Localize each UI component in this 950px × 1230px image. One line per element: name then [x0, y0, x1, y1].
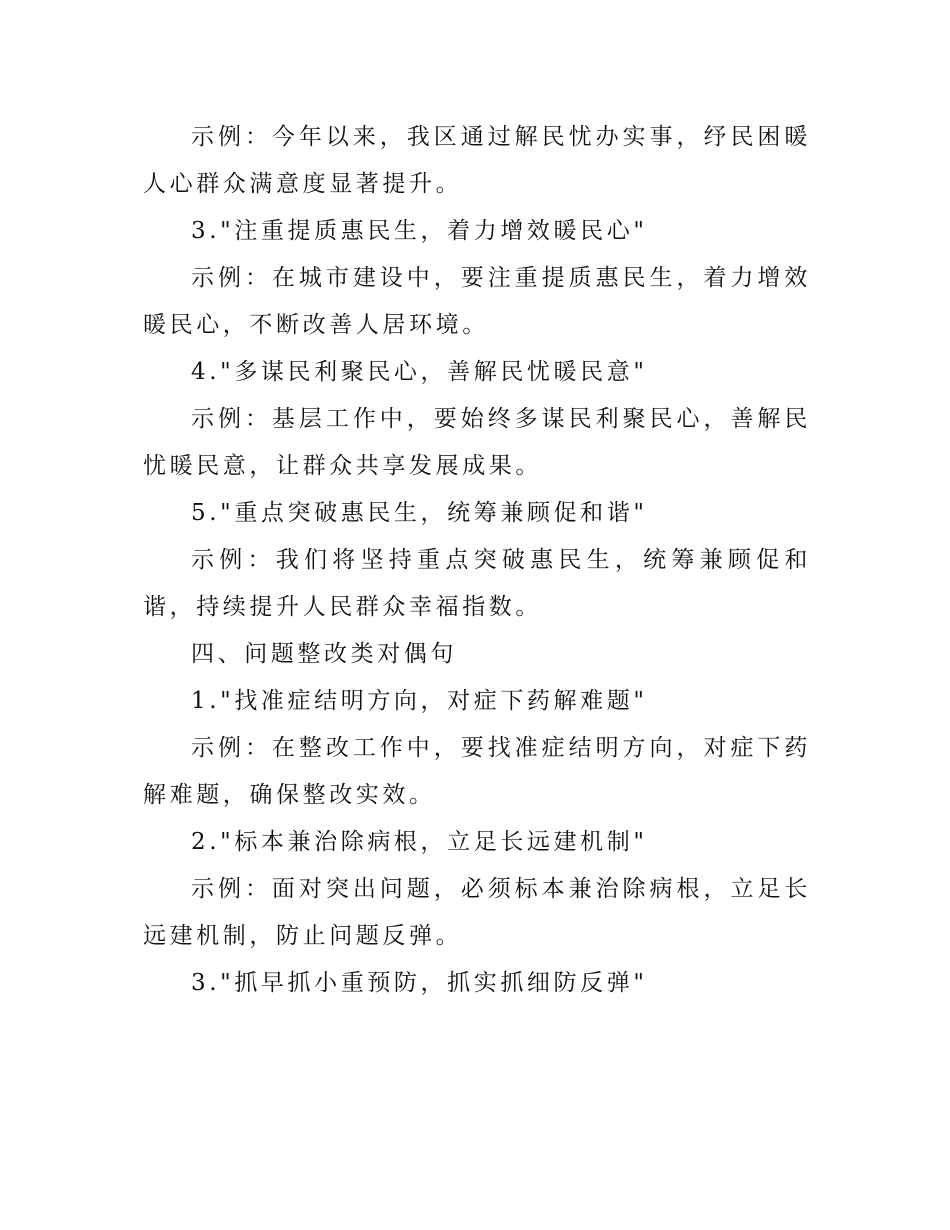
item-heading: 3."注重提质惠民生，着力增效暖民心" — [191, 218, 648, 244]
item-heading: 5."重点突破惠民生，统筹兼顾促和谐" — [191, 500, 648, 526]
section-heading: 四、问题整改类对偶句 — [191, 641, 457, 667]
item-heading: 1."找准症结明方向，对症下药解难题" — [191, 688, 648, 714]
example-paragraph: 示例：在城市建设中，要注重提质惠民生，着力增效暖民心，不断改善人居环境。 — [143, 265, 811, 338]
example-paragraph: 示例：面对突出问题，必须标本兼治除病根，立足长远建机制，防止问题反弹。 — [143, 876, 811, 949]
document-body — [143, 114, 811, 1007]
item-heading: 4."多谋民利聚民心，善解民忧暖民意" — [191, 359, 648, 385]
example-paragraph: 示例：我们将坚持重点突破惠民生，统筹兼顾促和谐，持续提升人民群众幸福指数。 — [143, 547, 811, 620]
item-heading: 2."标本兼治除病根，立足长远建机制" — [191, 829, 648, 855]
example-paragraph: 示例：在整改工作中，要找准症结明方向，对症下药解难题，确保整改实效。 — [143, 735, 811, 808]
example-paragraph: 示例：今年以来，我区通过解民忧办实事，纾民困暖人心群众满意度显著提升。 — [143, 124, 811, 197]
example-paragraph: 示例：基层工作中，要始终多谋民利聚民心，善解民忧暖民意，让群众共享发展成果。 — [143, 406, 811, 479]
item-heading: 3."抓早抓小重预防，抓实抓细防反弹" — [191, 970, 648, 996]
